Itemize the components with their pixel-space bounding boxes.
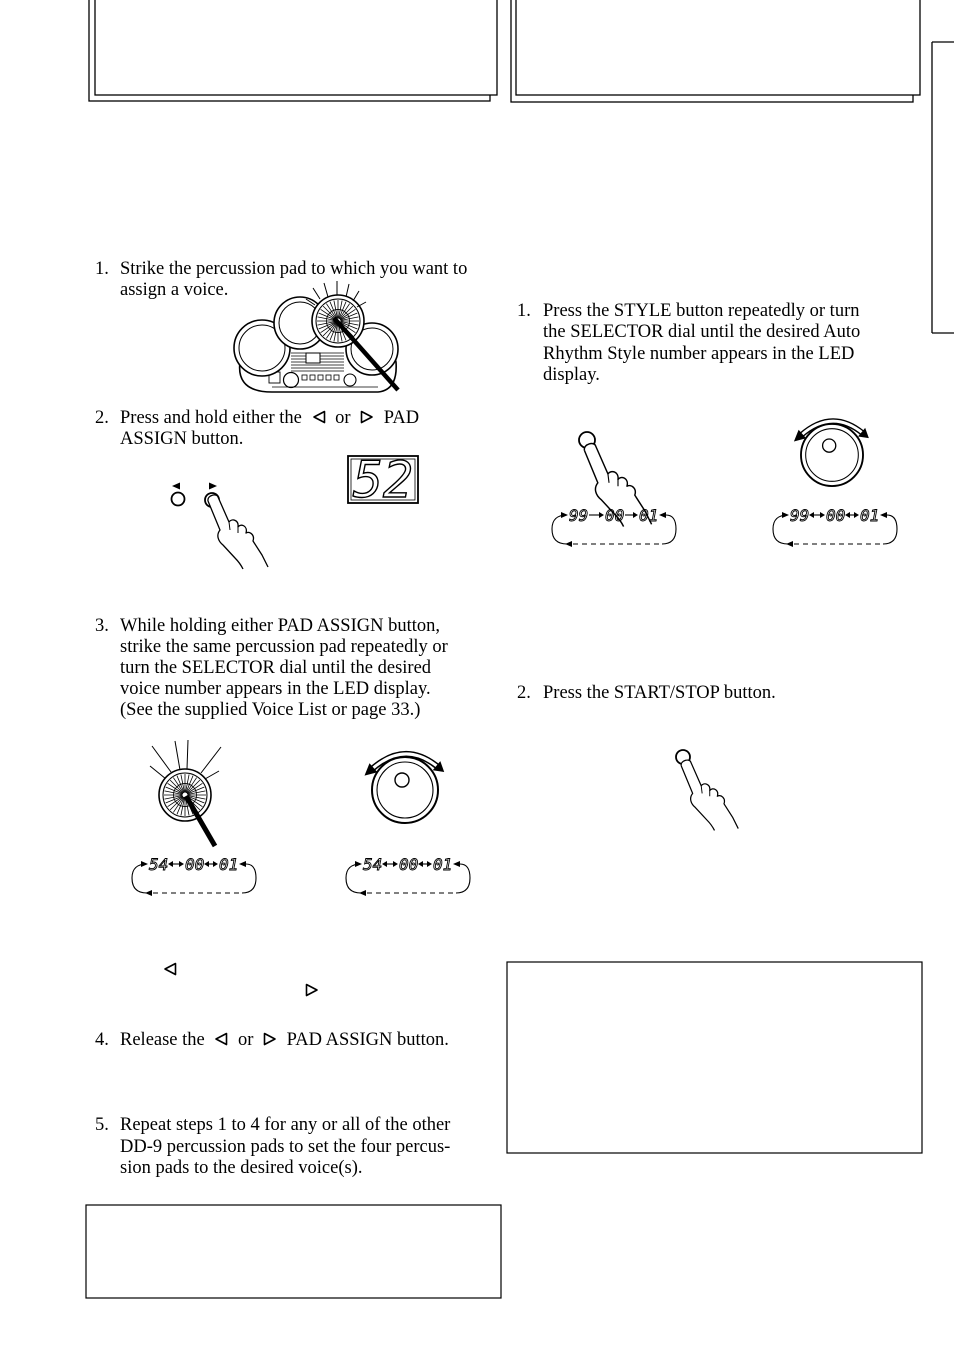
led-display-52 — [348, 451, 418, 509]
step-line: turn the SELECTOR dial until the desired — [120, 658, 432, 678]
kit-volume-knob — [284, 373, 299, 388]
pad-assign-left-icon — [214, 1032, 228, 1046]
pad-led-cycle — [132, 855, 256, 896]
step-text: PAD — [383, 408, 420, 428]
selector-dial-icon — [365, 754, 445, 823]
led-cycle-middle: 00 — [826, 506, 846, 525]
step-line — [120, 1030, 449, 1051]
step-line: DD-9 percussion pads to set the four percus- — [120, 1136, 451, 1157]
step-text: PAD ASSIGN button. — [286, 1030, 449, 1050]
led-cycle-first: 54 — [149, 855, 169, 874]
kit-selector-dial — [344, 374, 356, 386]
step-line: voice number appears in the LED display. — [120, 679, 431, 699]
led-display-value: 52 — [352, 451, 414, 509]
struck-pad-illustration — [150, 740, 221, 846]
selector-dial-icon — [794, 421, 869, 486]
step-line: ASSIGN button. — [120, 429, 244, 450]
percussion-pad-icon — [159, 769, 211, 821]
right-note-box — [507, 962, 922, 1153]
led-cycle-first: 54 — [363, 855, 383, 874]
kit-led-window — [306, 353, 320, 363]
step-line: display. — [543, 364, 600, 385]
step-number: 4. — [95, 1030, 109, 1050]
step-number: 3. — [95, 616, 109, 636]
top-left-frame — [89, 0, 497, 101]
step-line: Press the START/STOP button. — [543, 683, 776, 703]
led-cycle-first: 99 — [790, 506, 810, 525]
pad-assign-right-icon — [305, 983, 319, 997]
led-cycle-last: 01 — [219, 855, 239, 874]
led-cycle-last: 01 — [639, 506, 659, 525]
step-line: sion pads to the desired voice(s). — [120, 1158, 363, 1178]
pad-assign-right-icon — [263, 1032, 277, 1046]
step-text: or — [238, 1030, 254, 1050]
step-number: 5. — [95, 1115, 109, 1135]
step-line — [120, 408, 419, 429]
step-line: Rhythm Style number appears in the LED — [543, 343, 855, 364]
step-line: (See the supplied Voice List or page 33.) — [120, 700, 421, 720]
pad-assign-left-icon — [163, 962, 177, 976]
step-number: 1. — [95, 259, 109, 279]
led-cycle-last: 01 — [860, 506, 880, 525]
page-edge-tab — [932, 42, 954, 333]
led-cycle-middle: 00 — [399, 855, 419, 874]
step-line: Repeat steps 1 to 4 for any or all of the other — [120, 1115, 451, 1135]
step-line: the SELECTOR dial until the desired Auto — [543, 322, 861, 343]
pad-assign-right-icon — [360, 410, 374, 424]
pointing-hand-icon — [208, 495, 268, 569]
step-text: Press and hold either the — [120, 408, 302, 428]
pad-assign-right-marker-icon — [209, 483, 217, 490]
dial-led-cycle — [773, 506, 897, 547]
step-line: Strike the percussion pad to which you want to — [120, 259, 468, 279]
step-text: or — [335, 408, 351, 428]
pad-assign-left-marker-icon — [172, 483, 180, 490]
top-right-frame — [511, 0, 920, 102]
step-line: While holding either PAD ASSIGN button, — [120, 616, 440, 636]
step-number: 2. — [517, 683, 531, 703]
led-cycle-first: 99 — [569, 506, 589, 525]
led-cycle-middle: 00 — [605, 506, 625, 525]
step-number: 1. — [517, 301, 531, 321]
step-number: 2. — [95, 408, 109, 428]
step-line: Press the STYLE button repeatedly or turn — [543, 301, 860, 321]
pad-assign-left-button — [172, 493, 185, 506]
left-note-box — [86, 1205, 501, 1298]
start-stop-button-illustration — [676, 750, 738, 830]
dial-led-cycle — [346, 855, 470, 896]
button-led-cycle — [552, 506, 676, 547]
led-cycle-middle: 00 — [185, 855, 205, 874]
pointing-hand-icon — [681, 760, 738, 830]
led-cycle-last: 01 — [433, 855, 453, 874]
step-line: assign a voice. — [120, 280, 229, 301]
step-text: Release the — [120, 1030, 205, 1050]
pad-assign-buttons-illustration — [172, 483, 269, 570]
step-line: strike the same percussion pad repeatedly or — [120, 637, 448, 657]
pad-assign-left-icon — [312, 410, 326, 424]
